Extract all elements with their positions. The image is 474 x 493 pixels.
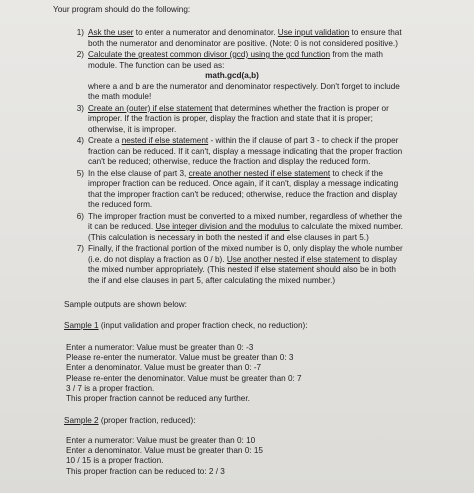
requirement-line <box>88 28 466 39</box>
body-text: improper fraction can be reduced. Once again, if it can't, display a message indicating <box>88 179 399 188</box>
output-line: This proper fraction cannot be reduced any further. <box>66 394 250 404</box>
body-text: (i.e. do not display a fraction as 0 / b). <box>88 254 227 264</box>
body-text: both the numerator and denominator are positive. (Note: 0 is not considered positive.) <box>88 38 398 48</box>
requirements-list <box>64 28 466 287</box>
requirement-item <box>64 136 466 168</box>
requirement-line <box>88 50 466 61</box>
body-text: can't be reduced; otherwise, reduce the fraction and display the reduced form. <box>88 157 371 166</box>
sample1-title <box>64 321 308 332</box>
requirement-item <box>64 244 466 286</box>
requirement-item <box>64 104 466 136</box>
output-line: 3 / 7 is a proper fraction. <box>66 383 155 393</box>
body-text: to display <box>360 254 398 264</box>
sample1-output <box>66 343 302 404</box>
body-text: the mixed number appropriately. (This nested if else statement should also be in both <box>88 265 396 274</box>
underlined-text: Use input validation <box>277 28 350 37</box>
body-text: to check if the <box>330 168 383 178</box>
sample2-title-rest: (proper fraction, reduced): <box>98 416 196 425</box>
requirement-line <box>88 179 466 190</box>
code-text: math.gcd(a,b) <box>205 71 259 80</box>
requirement-line <box>88 222 466 233</box>
body-text: The improper fraction must be converted to a mixed number, regardless of whether the <box>88 211 403 221</box>
requirement-number: 6) <box>76 211 84 221</box>
requirement-line <box>88 276 466 287</box>
requirement-line <box>88 71 466 82</box>
requirement-line <box>88 125 466 136</box>
sample2-title-underlined: Sample 2 <box>64 416 99 425</box>
requirement-line <box>88 255 466 266</box>
requirement-number: 7) <box>76 244 84 253</box>
intro-text: Your program should do the following: <box>53 5 191 14</box>
output-line: This proper fraction can be reduced to: 2 / 3 <box>66 466 225 476</box>
body-text: module. The function can be used as: <box>88 60 225 70</box>
requirement-number: 2) <box>76 50 84 59</box>
output-line: Please re-enter the numerator. Value must be greater than 0: 3 <box>66 353 294 363</box>
requirement-item <box>64 50 466 103</box>
requirement-item <box>64 212 466 244</box>
output-line: Please re-enter the denominator. Value must be greater than 0: 7 <box>66 373 302 383</box>
underlined-text: Calculate the greatest common divisor (gcd) using the gcd function <box>88 50 331 59</box>
body-text: to calculate the mixed number. <box>289 222 403 231</box>
requirement-line <box>88 200 466 211</box>
output-line: Enter a denominator. Value must be greater than 0: 15 <box>66 446 263 456</box>
body-text: Create a <box>88 136 122 145</box>
sample2-output <box>66 436 263 477</box>
body-text: the if and else clauses in part 5, after calculating the mixed number.) <box>88 275 336 285</box>
output-line: 10 / 15 is a proper fraction. <box>66 456 164 466</box>
body-text: from the math <box>330 50 383 59</box>
requirement-line <box>88 233 466 244</box>
body-text: to ensure that <box>349 28 402 37</box>
output-line: Enter a denominator. Value must be greater than 0: -7 <box>66 363 262 373</box>
underlined-text: Use integer division and the modulus <box>155 222 290 231</box>
requirement-line <box>88 169 466 180</box>
requirement-number: 1) <box>76 28 84 37</box>
requirement-line <box>88 190 466 201</box>
requirement-line <box>88 39 466 50</box>
body-text: the reduced form. <box>88 200 153 209</box>
requirement-line <box>88 82 466 93</box>
body-text: (This calculation is necessary in both the nested if and else clauses in part 5.) <box>88 232 369 242</box>
requirement-number: 5) <box>76 168 84 178</box>
requirement-line <box>88 157 466 168</box>
body-text: it can be reduced. <box>88 222 156 231</box>
requirement-line <box>88 136 466 147</box>
underlined-text: nested if else statement <box>121 136 209 145</box>
body-text: that determines whether the fraction is proper or <box>212 103 389 113</box>
body-text: that the improper fraction can't be reduced; otherwise, reduce the fraction and display <box>88 189 398 199</box>
body-text: improper. If the fraction is proper, display the fraction and state that it is proper; <box>88 114 373 123</box>
body-text: where a and b are the numerator and denominator respectively. Don't forget to include <box>88 81 400 91</box>
requirement-number: 3) <box>76 103 84 113</box>
body-text: to enter a numerator and denominator. <box>133 28 278 37</box>
samples-label: Sample outputs are shown below: <box>64 300 187 309</box>
body-text: In the else clause of part 3, <box>88 168 189 178</box>
requirement-item <box>64 28 466 49</box>
sample2-title <box>64 416 196 427</box>
requirement-line <box>88 104 466 115</box>
body-text: the math module! <box>88 92 152 101</box>
requirement-line <box>88 92 466 103</box>
requirement-line <box>88 244 466 255</box>
body-text: Finally, if the fractional portion of the mixed number is 0, only display the whole number <box>88 244 403 253</box>
underlined-text: Ask the user <box>88 28 134 37</box>
requirement-number: 4) <box>76 136 84 145</box>
underlined-text: create another nested if else statement <box>188 168 331 178</box>
requirement-item <box>64 169 466 211</box>
output-line: Enter a numerator: Value must be greater than 0: -3 <box>66 343 254 352</box>
sample1-title-underlined: Sample 1 <box>64 321 99 330</box>
requirement-line <box>88 147 466 158</box>
body-text: - within the if clause of part 3 - to check if the proper <box>208 136 399 145</box>
underlined-text: Create an (outer) if else statement <box>88 103 213 113</box>
output-line: Enter a numerator: Value must be greater than 0: 10 <box>66 436 256 445</box>
requirement-line <box>88 61 466 72</box>
body-text: otherwise, it is improper. <box>88 124 177 134</box>
body-text: fraction can be reduced. If it can't, display a message indicating that the proper fraction <box>88 146 403 156</box>
requirement-line <box>88 114 466 125</box>
underlined-text: Use another nested if else statement <box>226 254 361 264</box>
sample1-title-rest: (input validation and proper fraction check, no reduction): <box>98 321 308 330</box>
requirement-line <box>88 265 466 276</box>
requirement-line <box>88 212 466 223</box>
